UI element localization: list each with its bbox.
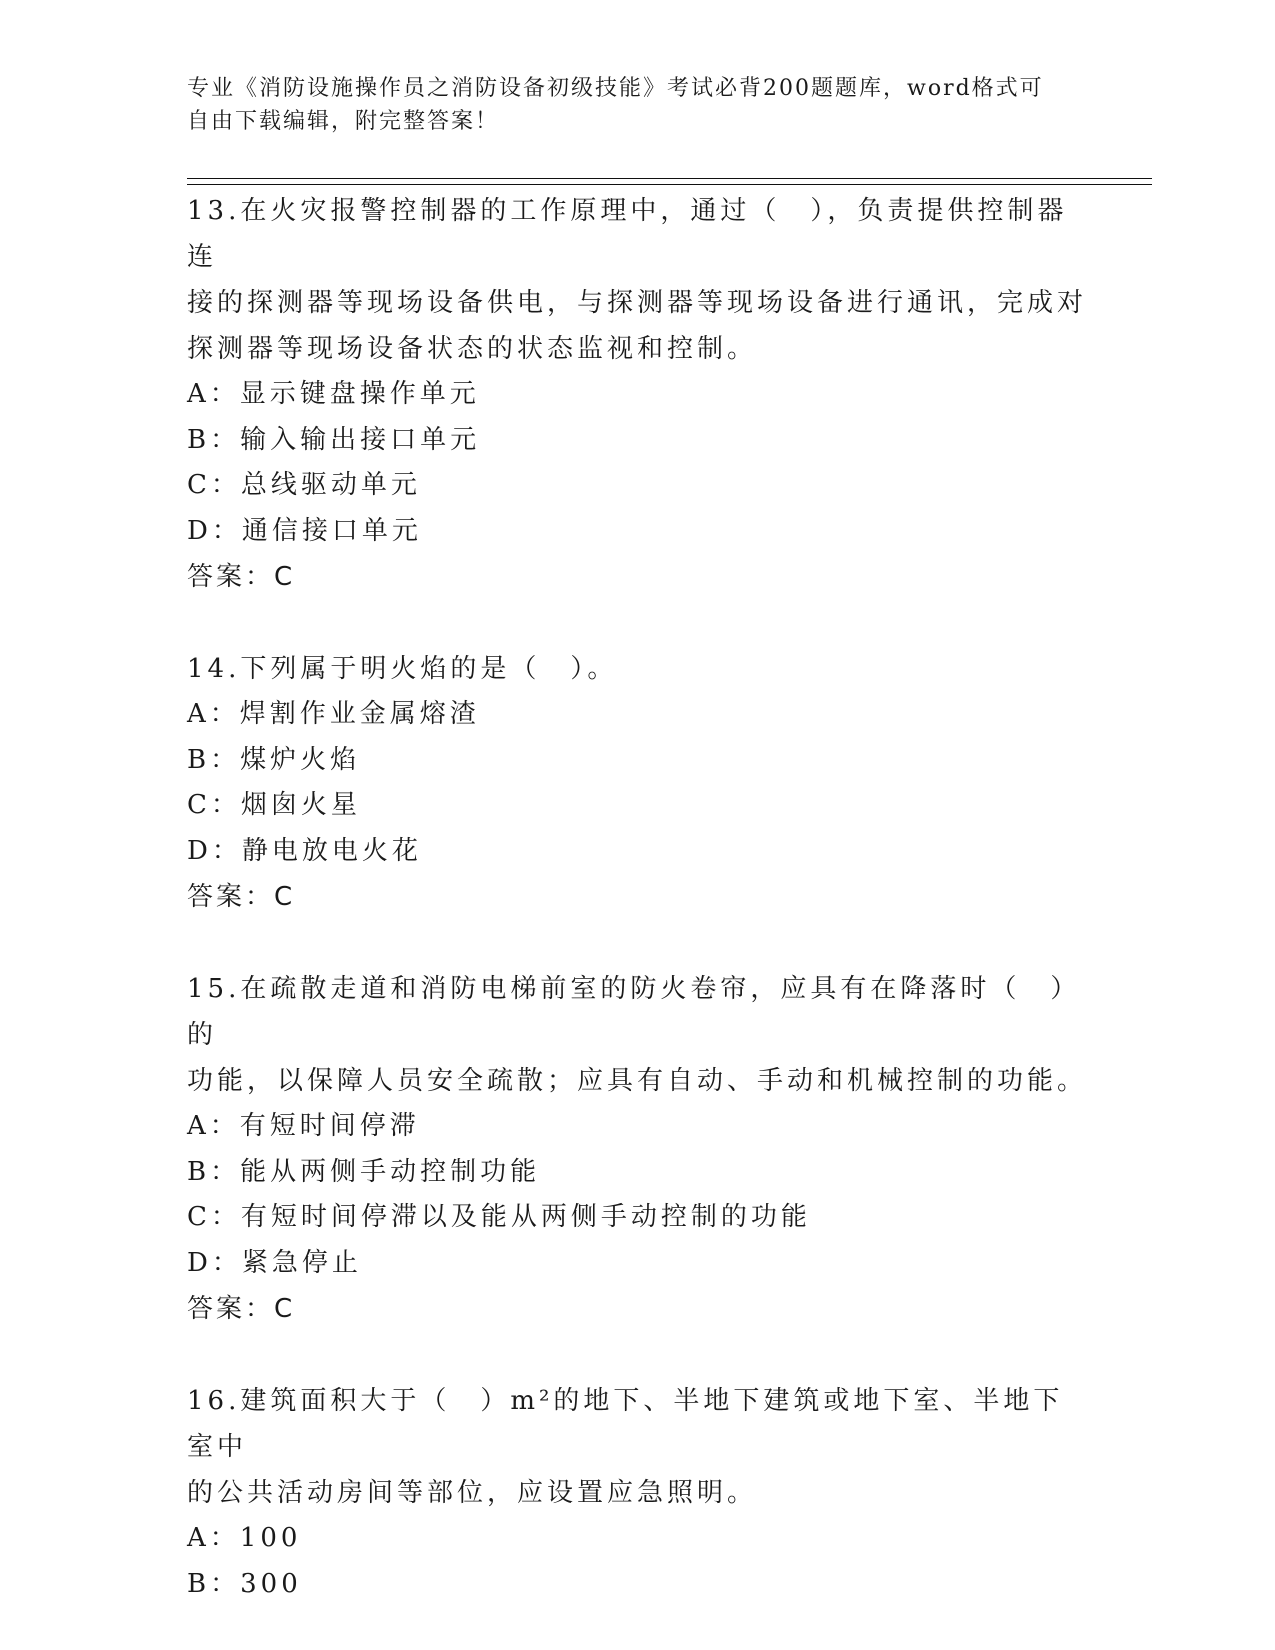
header-line-2: 自由下载编辑，附完整答案！: [187, 109, 500, 134]
option-c: C：总线驱动单元: [187, 470, 421, 500]
question-text-line: 16.建筑面积大于（ ）m²的地下、半地下建筑或地下室、半地下室中: [187, 1386, 1064, 1462]
option-a: A：焊割作业金属熔渣: [187, 699, 480, 729]
header-divider-top: [187, 178, 1152, 179]
option-a: A：100: [187, 1523, 302, 1553]
question-text-line: 的公共活动房间等部位，应设置应急照明。: [187, 1478, 758, 1508]
answer: 答案：C: [187, 562, 296, 592]
question-text-line: 15.在疏散走道和消防电梯前室的防火卷帘，应具有在降落时（ ）的: [187, 974, 1081, 1050]
option-a: A：有短时间停滞: [187, 1111, 420, 1141]
option-b: B：煤炉火焰: [187, 744, 361, 775]
question-list: [187, 188, 1087, 1607]
header-line-1: 专业《消防设施操作员之消防设备初级技能》考试必背200题题库，word格式可: [187, 76, 1044, 101]
answer: 答案：C: [187, 882, 296, 912]
option-d: D：通信接口单元: [187, 515, 422, 546]
option-c: C：有短时间停滞以及能从两侧手动控制的功能: [187, 1202, 811, 1232]
spacer: [187, 920, 1087, 966]
question-text-line: 功能，以保障人员安全疏散；应具有自动、手动和机械控制的功能。: [187, 1066, 1088, 1096]
option-b: B：能从两侧手动控制功能: [187, 1156, 541, 1187]
spacer: [187, 1332, 1087, 1378]
question-text-line: 14.下列属于明火焰的是（ ）。: [187, 654, 618, 684]
option-d: D：静电放电火花: [187, 835, 422, 866]
answer: 答案：C: [187, 1294, 296, 1324]
document-header: [187, 72, 1067, 138]
question-text-line: 13.在火灾报警控制器的工作原理中，通过（ ），负责提供控制器连: [187, 196, 1068, 272]
header-divider-bottom: [187, 184, 1152, 185]
option-b: B：输入输出接口单元: [187, 424, 481, 455]
option-c: C：烟囱火星: [187, 790, 361, 820]
option-d: D：紧急停止: [187, 1247, 362, 1278]
question-13: [187, 188, 1087, 600]
question-text-line: 探测器等现场设备状态的状态监视和控制。: [187, 334, 758, 364]
question-text-line: 接的探测器等现场设备供电，与探测器等现场设备进行通讯，完成对: [187, 288, 1088, 318]
question-16: [187, 1378, 1087, 1607]
question-15: [187, 966, 1087, 1332]
option-b: B：300: [187, 1568, 302, 1599]
spacer: [187, 600, 1087, 646]
question-14: [187, 646, 1087, 920]
option-a: A：显示键盘操作单元: [187, 379, 480, 409]
